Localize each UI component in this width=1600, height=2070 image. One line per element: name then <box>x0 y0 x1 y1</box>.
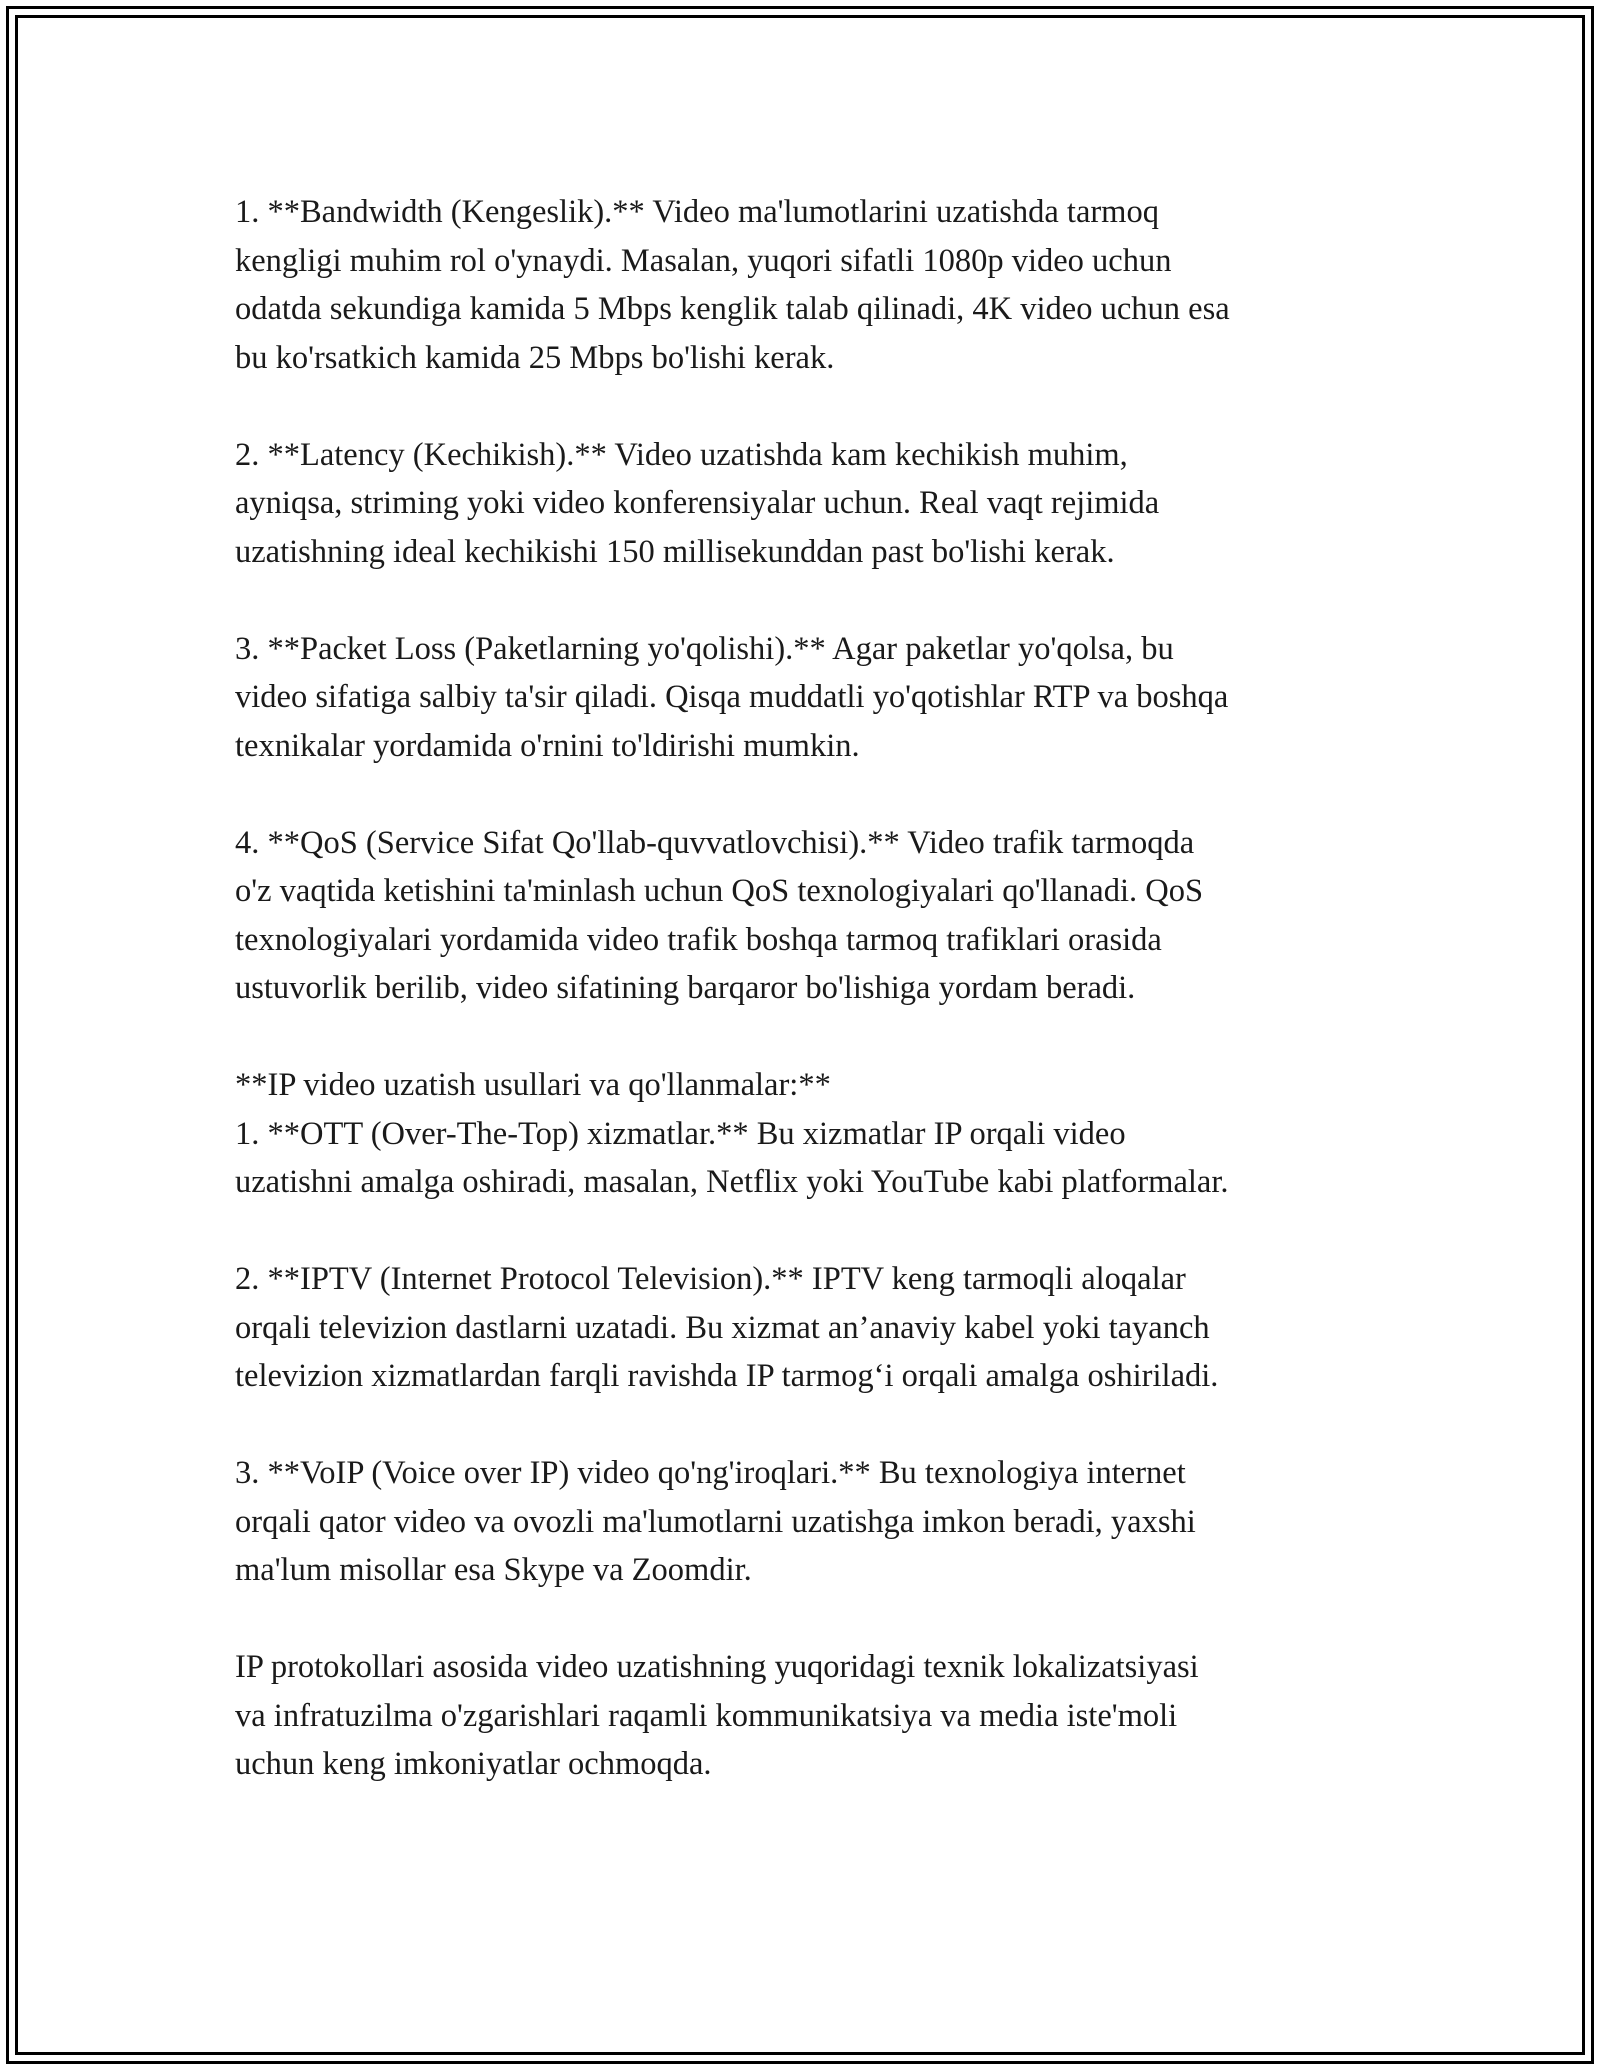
text-line: bu ko'rsatkich kamida 25 Mbps bo'lishi kerak. <box>235 339 835 376</box>
text-line: va infratuzilma o'zgarishlari raqamli kommunikatsiya va media iste'moli <box>235 1697 1178 1734</box>
text-line: texnologiyalari yordamida video trafik boshqa tarmoq trafiklari orasida <box>235 921 1162 958</box>
text-line: IP protokollari asosida video uzatishning yuqoridagi texnik lokalizatsiyasi <box>235 1649 1199 1685</box>
text-line: o'z vaqtida ketishini ta'minlash uchun QoS texnologiyalari qo'llanadi. QoS <box>235 873 1204 909</box>
text-line: video sifatiga salbiy ta'sir qiladi. Qisqa muddatli yo'qotishlar RTP va boshqa <box>235 679 1229 715</box>
text-line: uzatishning ideal kechikishi 150 millisekunddan past bo'lishi kerak. <box>235 533 1115 570</box>
paragraph-qos <box>235 819 1385 1013</box>
paragraph-packet-loss <box>235 625 1385 771</box>
text-line: texnikalar yordamida o'rnini to'ldirishi mumkin. <box>235 727 860 764</box>
text-line: 1. **OTT (Over-The-Top) xizmatlar.** Bu xizmatlar IP orqali video <box>235 1115 1126 1152</box>
text-line: orqali televizion dastlarni uzatadi. Bu xizmat an’anaviy kabel yoki tayanch <box>235 1309 1210 1346</box>
paragraph-methods-ott <box>235 1061 1385 1207</box>
text-line: 3. **Packet Loss (Paketlarning yo'qolishi).** Agar paketlar yo'qolsa, bu <box>235 630 1174 667</box>
text-line: odatda sekundiga kamida 5 Mbps kenglik talab qilinadi, 4K video uchun esa <box>235 291 1230 327</box>
text-line: uzatishni amalga oshiradi, masalan, Netflix yoki YouTube kabi platformalar. <box>235 1164 1229 1200</box>
text-line: 2. **IPTV (Internet Protocol Television).** IPTV keng tarmoqli aloqalar <box>235 1261 1186 1297</box>
text-line: televizion xizmatlardan farqli ravishda IP tarmog‘i orqali amalga oshiriladi. <box>235 1358 1219 1394</box>
paragraph-bandwidth <box>235 188 1385 382</box>
paragraph-voip <box>235 1449 1385 1595</box>
text-line: 4. **QoS (Service Sifat Qo'llab-quvvatlovchisi).** Video trafik tarmoqda <box>235 824 1195 861</box>
paragraph-conclusion <box>235 1643 1385 1789</box>
paragraph-latency <box>235 431 1385 577</box>
text-line: ustuvorlik berilib, video sifatining barqaror bo'lishiga yordam beradi. <box>235 970 1136 1006</box>
text-line: orqali qator video va ovozli ma'lumotlarni uzatishga imkon beradi, yaxshi <box>235 1503 1196 1540</box>
text-line: ma'lum misollar esa Skype va Zoomdir. <box>235 1552 752 1588</box>
section-heading: **IP video uzatish usullari va qo'llanmalar:** <box>235 1067 831 1103</box>
text-line: ayniqsa, striming yoki video konferensiyalar uchun. Real vaqt rejimida <box>235 485 1160 521</box>
text-line: 2. **Latency (Kechikish).** Video uzatishda kam kechikish muhim, <box>235 436 1128 473</box>
document-body <box>235 188 1385 1789</box>
paragraph-iptv <box>235 1255 1385 1401</box>
text-line: kengligi muhim rol o'ynaydi. Masalan, yuqori sifatli 1080p video uchun <box>235 242 1172 279</box>
text-line: uchun keng imkoniyatlar ochmoqda. <box>235 1746 712 1782</box>
text-line: 1. **Bandwidth (Kengeslik).** Video ma'lumotlarini uzatishda tarmoq <box>235 194 1159 230</box>
text-line: 3. **VoIP (Voice over IP) video qo'ng'iroqlari.** Bu texnologiya internet <box>235 1455 1186 1491</box>
